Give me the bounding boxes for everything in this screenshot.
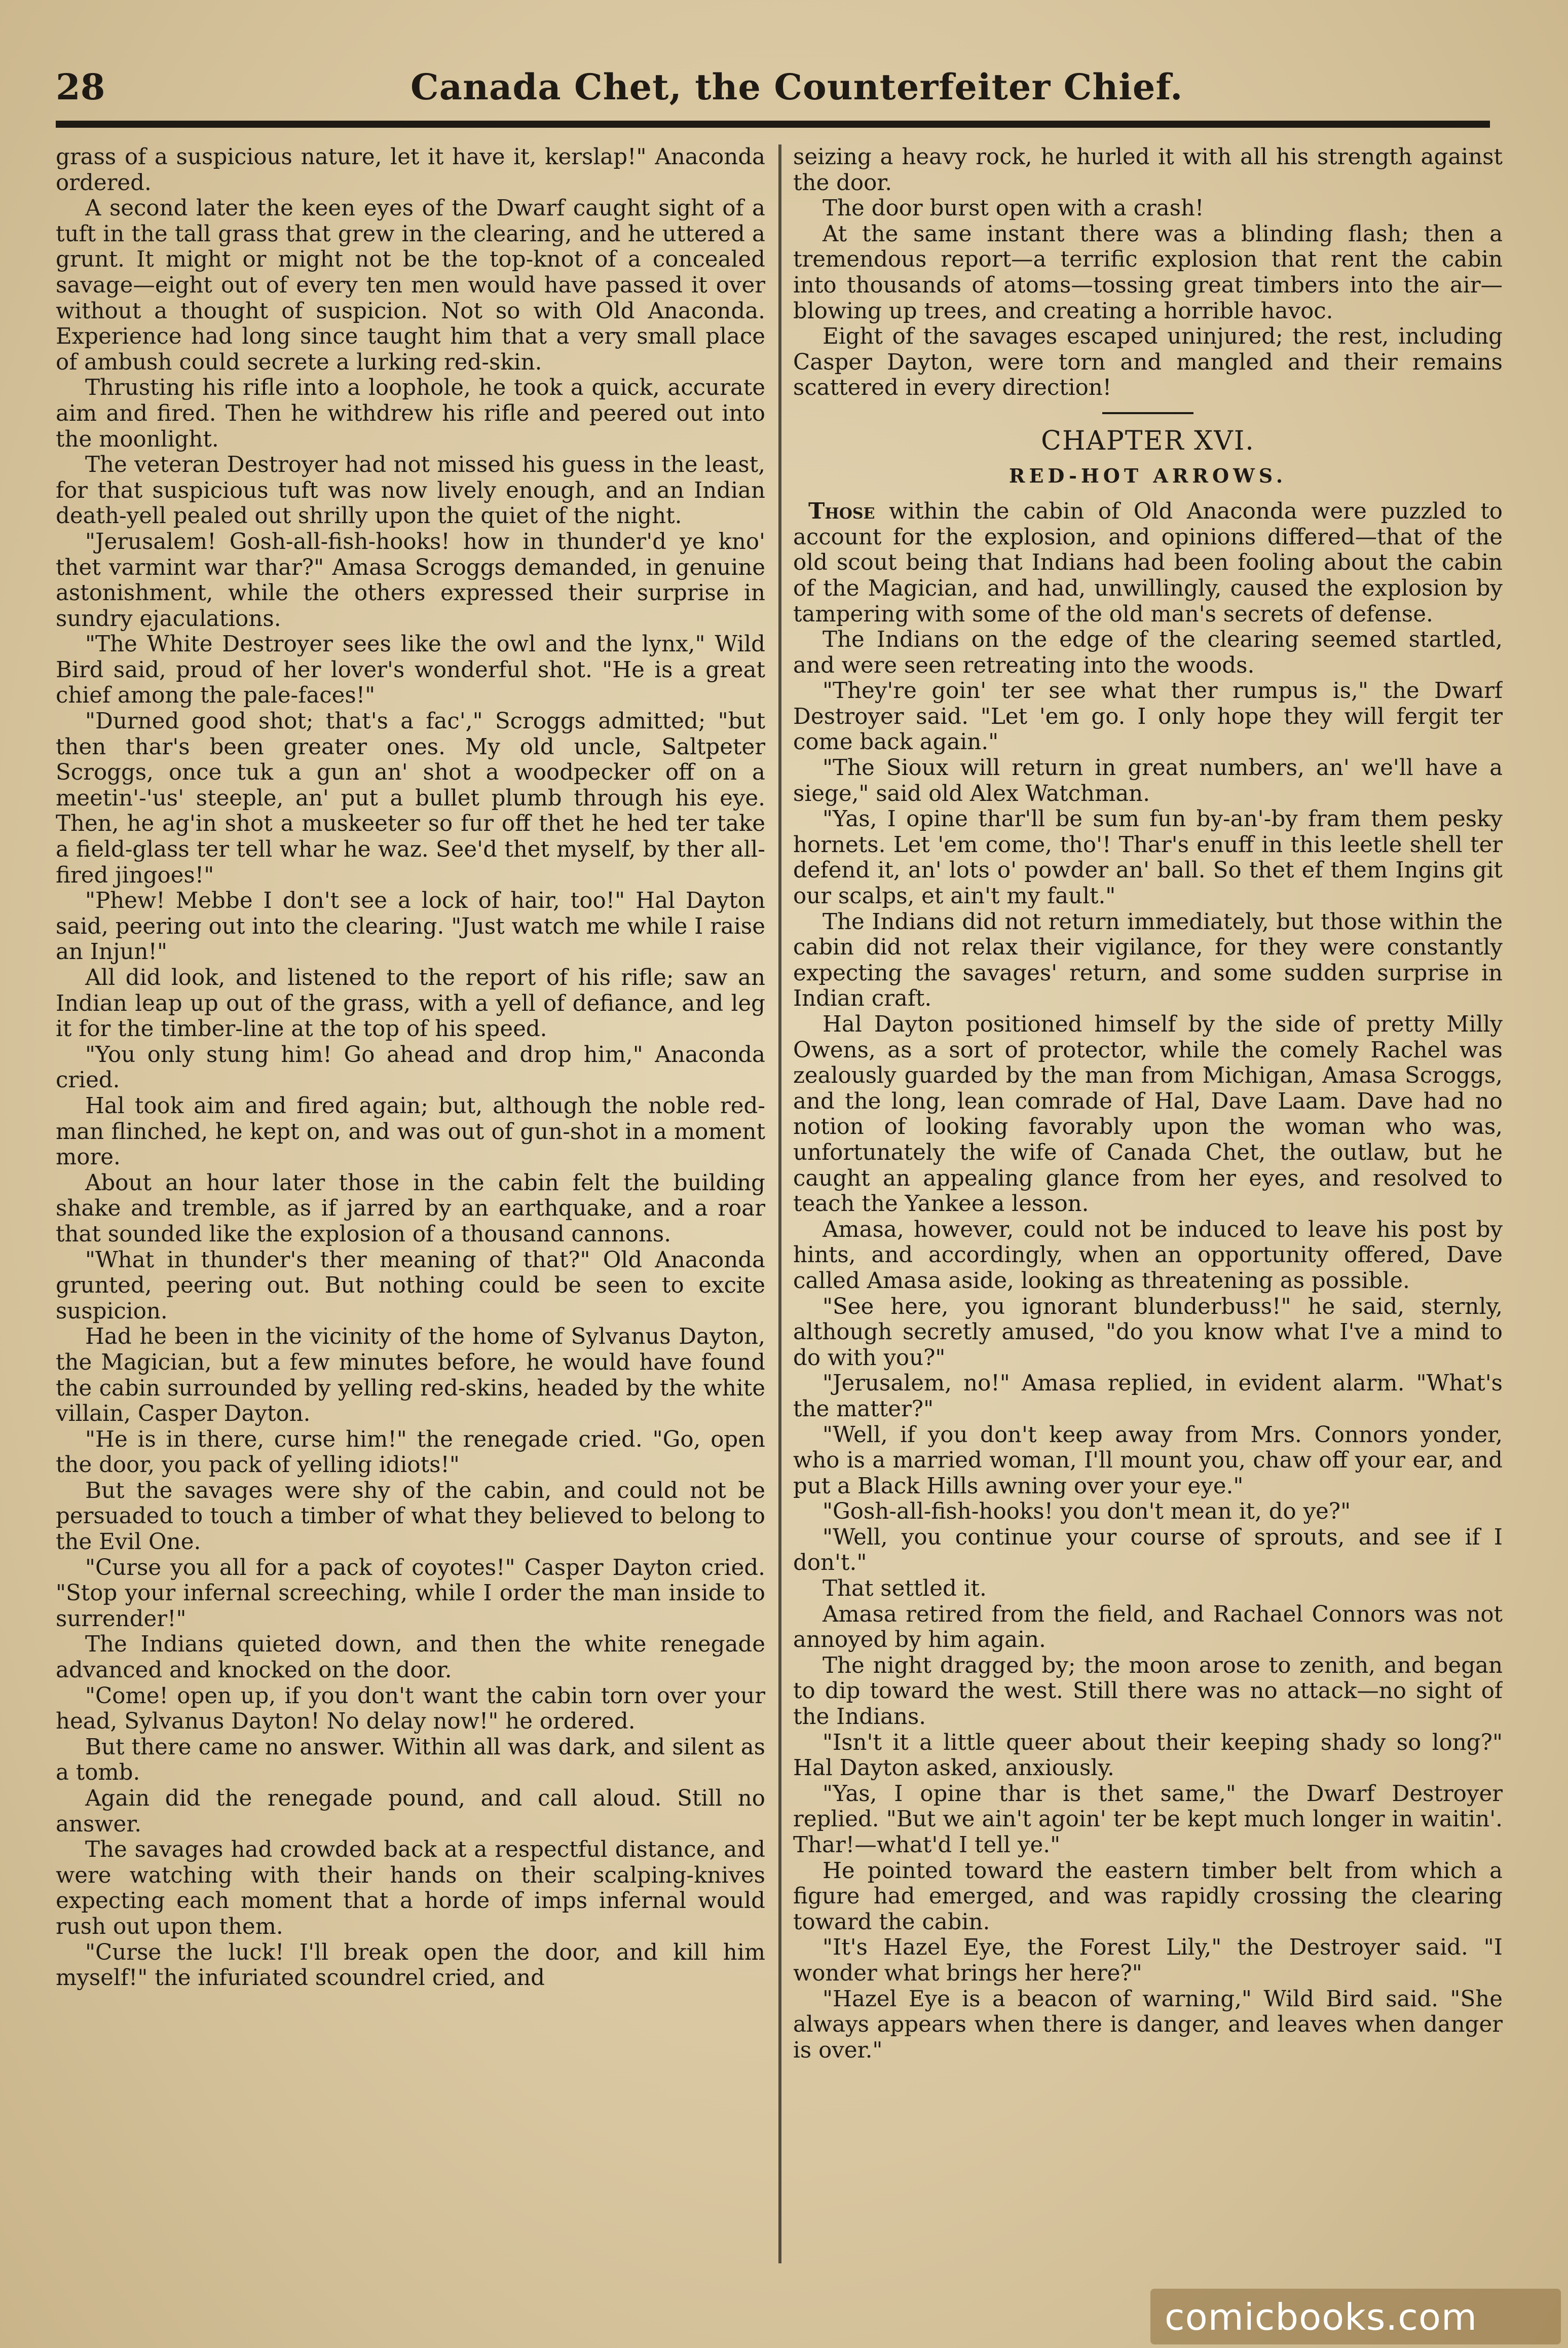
paragraph: The door burst open with a crash! — [823, 196, 1204, 222]
section-rule — [1102, 412, 1193, 414]
paragraph: "The Sioux will return in great numbers, an' we'll have a siege," said old Alex Watchman. — [793, 755, 1503, 806]
chapter-title: RED-HOT ARROWS. — [1009, 464, 1287, 487]
right-column — [793, 144, 1503, 2263]
paragraph: "Come! open up, if you don't want the cabin torn over your head, Sylvanus Dayton! No delay now!" he ordered. — [56, 1683, 765, 1735]
paragraph: "See here, you ignorant blunderbuss!" he said, sternly, although secretly amused, "do you know what I've a mind to do with you?" — [793, 1294, 1503, 1371]
watermark — [1150, 2289, 1561, 2344]
paragraph: "Durned good shot; that's a fac'," Scroggs admitted; "but then thar's been greater ones. My old uncle, Saltpeter Scroggs, once tuk a gun an' shot a woodpecker off on a meetin'-'us' steeple, an' put a bullet plumb through his eye. Then, he ag'in shot a muskeeter so fur off thet he hed ter take a field-glass ter tell whar he waz. See'd thet myself, by ther all-fired jingoes!" — [56, 709, 765, 888]
column-divider — [778, 144, 781, 2263]
left-column — [56, 144, 765, 2263]
paragraph: "Yas, I opine thar is thet same," the Dwarf Destroyer replied. "But we ain't agoin' ter be kept much longer in waitin'. Thar!—what'd I tell ye." — [793, 1781, 1503, 1858]
paragraph: "Well, if you don't keep away from Mrs. Connors yonder, who is a married woman, I'll mount you, chaw off your ear, and put a Black Hills awning over your eye." — [793, 1422, 1503, 1499]
paragraph: Again did the renegade pound, and call aloud. Still no answer. — [56, 1786, 765, 1837]
paragraph: "Well, you continue your course of sprouts, and see if I don't." — [793, 1524, 1503, 1576]
paragraph: "Jerusalem! Gosh-all-fish-hooks! how in thunder'd ye kno' thet varmint war thar?" Amasa Scroggs demanded, in genuine astonishment, while the others expressed their surprise in sundry ejaculations. — [56, 529, 765, 632]
paragraph: "You only stung him! Go ahead and drop him," Anaconda cried. — [56, 1042, 765, 1093]
paragraph: Had he been in the vicinity of the home of Sylvanus Dayton, the Magician, but a few minutes before, he would have found the cabin surrounded by yelling red-skins, headed by the white villain, Casper Dayton. — [56, 1324, 765, 1427]
paragraph: Hal Dayton positioned himself by the side of pretty Milly Owens, as a sort of protector, while the comely Rachel was zealously guarded by the man from Michigan, Amasa Scroggs, and the long, lean comrade of Hal, Dave Laam. Dave had no notion of looking favorably upon the woman who was, unfortunately the wife of Canada Chet, the outlaw, but he caught an appealing glance from her eyes, and resolved to teach the Yankee a lesson. — [793, 1012, 1503, 1217]
opening-text: within the cabin of Old Anaconda were puzzled to account for the explosion, and opinions differed—that of the old scout being that Indians had been fooling about the cabin of the Magician, and had, unwillingly, caused the explosion by tampering with some of the old man's secrets of defense. — [793, 499, 1503, 627]
paragraph: "Isn't it a little queer about their keeping shady so long?" Hal Dayton asked, anxiously. — [793, 1730, 1503, 1781]
watermark-text: comicbooks.com — [1165, 2296, 1478, 2338]
paragraph: seizing a heavy rock, he hurled it with all his strength against the door. — [793, 144, 1503, 196]
page-number: 28 — [56, 66, 105, 108]
paragraph: Hal took aim and fired again; but, although the noble red-man flinched, he kept on, and was out of gun-shot in a moment more. — [56, 1093, 765, 1170]
opening-word: Those — [808, 498, 875, 525]
paragraph: A second later the keen eyes of the Dwarf caught sight of a tuft in the tall grass that grew in the clearing, and he uttered a grunt. It might or might not be the top-knot of a concealed savage—eight out of every ten men would have passed it over without a thought of suspicion. Not so with Old Anaconda. Experience had long since taught him that a very small place of ambush could secrete a lurking red-skin. — [56, 196, 765, 375]
paragraph: The veteran Destroyer had not missed his guess in the least, for that suspicious tuft was now lively enough, and an Indian death-yell pealed out shrilly upon the quiet of the night. — [56, 452, 765, 529]
paragraph: "It's Hazel Eye, the Forest Lily," the Destroyer said. "I wonder what brings her here?" — [793, 1935, 1503, 1986]
paragraph: He pointed toward the eastern timber belt from which a figure had emerged, and was rapidly crossing the clearing toward the cabin. — [793, 1858, 1503, 1935]
paragraph: "Gosh-all-fish-hooks! you don't mean it, do ye?" — [823, 1499, 1351, 1525]
paragraph: The Indians quieted down, and then the white renegade advanced and knocked on the door. — [56, 1632, 765, 1683]
paragraph: "What in thunder's ther meaning of that?" Old Anaconda grunted, peering out. But nothing could be seen to excite suspicion. — [56, 1247, 765, 1324]
paragraph: Eight of the savages escaped uninjured; the rest, including Casper Dayton, were torn and mangled and their remains scattered in every direction! — [793, 324, 1503, 401]
paragraph: But there came no answer. Within all was dark, and silent as a tomb. — [56, 1734, 765, 1786]
paragraph: grass of a suspicious nature, let it have it, kerslap!" Anaconda ordered. — [56, 144, 765, 196]
paragraph: "The White Destroyer sees like the owl and the lynx," Wild Bird said, proud of her lover's wonderful shot. "He is a great chief among the pale-faces!" — [56, 632, 765, 709]
paragraph: "They're goin' ter see what ther rumpus is," the Dwarf Destroyer said. "Let 'em go. I only hope they will fergit ter come back again." — [793, 678, 1503, 755]
paragraph: The night dragged by; the moon arose to zenith, and began to dip toward the west. Still there was no attack—no sight of the Indians. — [793, 1653, 1503, 1730]
paragraph: At the same instant there was a blinding flash; then a tremendous report—a terrific explosion that rent the cabin into thousands of atoms—tossing great timbers into the air—blowing up trees, and creating a horrible havoc. — [793, 221, 1503, 324]
page-header — [56, 61, 1490, 117]
paragraph: Thrusting his rifle into a loophole, he took a quick, accurate aim and fired. Then he withdrew his rifle and peered out into the moonlight. — [56, 375, 765, 452]
paragraph: The Indians did not return immediately, but those within the cabin did not relax their vigilance, for they were constantly expecting the savages' return, and some sudden surprise in Indian craft. — [793, 909, 1503, 1012]
paragraph: Amasa retired from the field, and Rachael Connors was not annoyed by him again. — [793, 1601, 1503, 1653]
paragraph: "Jerusalem, no!" Amasa replied, in evident alarm. "What's the matter?" — [793, 1371, 1503, 1422]
paragraph: "Yas, I opine thar'll be sum fun by-an'-by fram them pesky hornets. Let 'em come, tho'! Thar's enuff in this leetle shell ter defend it, an' lots o' powder an' ball. So thet ef them Ingins git our scalps, et ain't my fault." — [793, 806, 1503, 909]
header-rule — [56, 121, 1490, 128]
paragraph: That settled it. — [823, 1576, 987, 1602]
paragraph: The savages had crowded back at a respectful distance, and were watching with their hands on their scalping-knives expecting each moment that a horde of imps infernal would rush out upon them. — [56, 1837, 765, 1939]
paragraph: "Curse you all for a pack of coyotes!" Casper Dayton cried. "Stop your infernal screeching, while I order the man inside to surrender!" — [56, 1555, 765, 1632]
paragraph: The Indians on the edge of the clearing seemed startled, and were seen retreating into the woods. — [793, 627, 1503, 678]
paragraph: About an hour later those in the cabin felt the building shake and tremble, as if jarred by an earthquake, and a roar that sounded like the explosion of a thousand cannons. — [56, 1170, 765, 1247]
paragraph: "He is in there, curse him!" the renegade cried. "Go, open the door, you pack of yelling idiots!" — [56, 1426, 765, 1478]
running-title: Canada Chet, the Counterfeiter Chief. — [410, 66, 1183, 108]
chapter-heading: CHAPTER XVI. — [1041, 425, 1255, 456]
chapter-opening-paragraph — [793, 499, 1503, 627]
paragraph: Amasa, however, could not be induced to leave his post by hints, and accordingly, when an opportunity offered, Dave called Amasa aside, looking as threatening as possible. — [793, 1217, 1503, 1294]
paragraph: All did look, and listened to the report of his rifle; saw an Indian leap up out of the grass, with a yell of defiance, and leg it for the timber-line at the top of his speed. — [56, 965, 765, 1042]
paragraph: But the savages were shy of the cabin, and could not be persuaded to touch a timber of what they believed to belong to the Evil One. — [56, 1478, 765, 1555]
paragraph: "Phew! Mebbe I don't see a lock of hair, too!" Hal Dayton said, peering out into the clearing. "Just watch me while I raise an Injun!" — [56, 888, 765, 965]
paragraph: "Curse the luck! I'll break open the door, and kill him myself!" the infuriated scoundrel cried, and — [56, 1939, 765, 1991]
paragraph: "Hazel Eye is a beacon of warning," Wild Bird said. "She always appears when there is danger, and leaves when danger is over." — [793, 1986, 1503, 2063]
